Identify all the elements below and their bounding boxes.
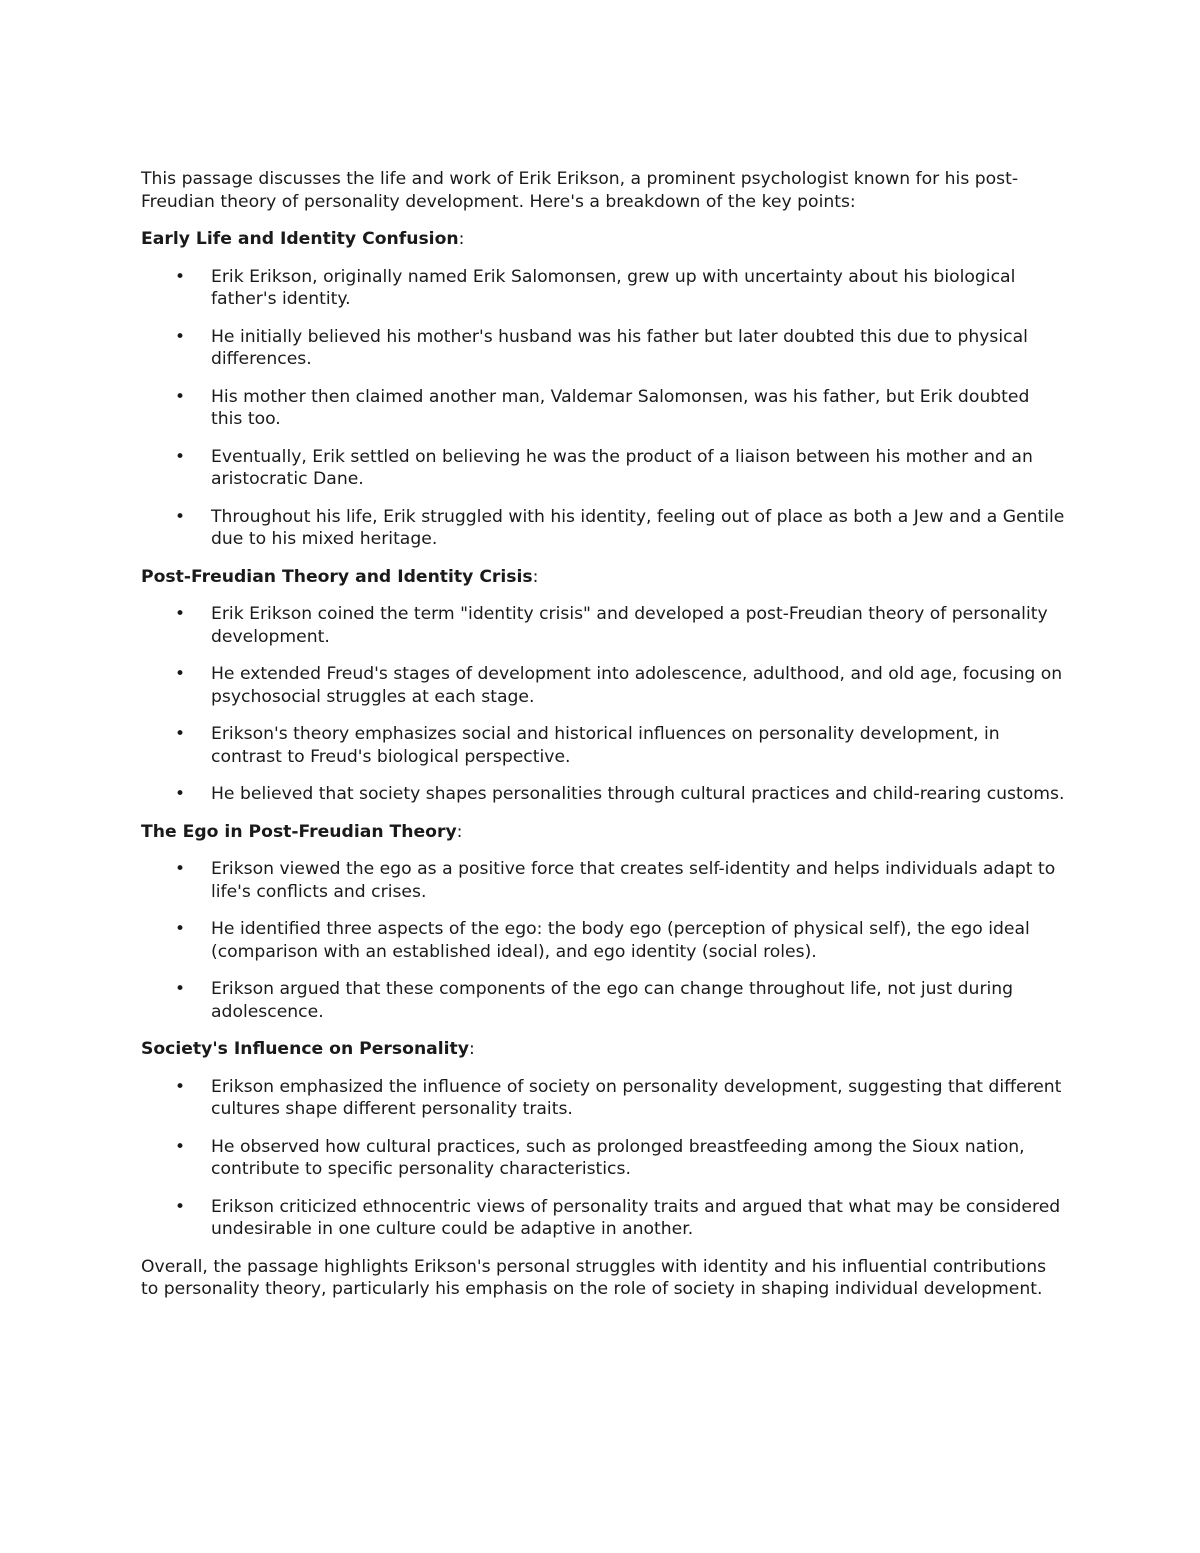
section-heading (141, 1038, 1066, 1061)
section-colon: : (458, 229, 465, 249)
intro-paragraph: This passage discusses the life and work of Erik Erikson, a prominent psychologist known for his post-Freudian theory of personality development. Here's a breakdown of the key points: (141, 169, 1019, 212)
bullet-list (141, 266, 1066, 551)
section-colon: : (456, 821, 463, 842)
section-title: The Ego in Post-Freudian Theory (141, 821, 457, 842)
section-post-freudian-theory (141, 566, 1066, 806)
section-title: Post-Freudian Theory and Identity Crisis (141, 566, 533, 587)
bullet-icon: • (175, 326, 186, 347)
section-society-influence (141, 1038, 1066, 1241)
section-early-life (141, 228, 1066, 551)
list-item (141, 1136, 1066, 1181)
section-colon: : (532, 566, 539, 587)
bullet-icon: • (175, 784, 186, 804)
list-item (141, 506, 1066, 551)
list-item-text: He identified three aspects of the ego: the body ego (perception of physical self), the ego ideal (comparison with an established ideal), and ego identity (social roles). (211, 919, 1030, 962)
list-item (141, 1076, 1066, 1121)
list-item (141, 326, 1066, 371)
list-item-text: Erikson argued that these components of the ego can change throughout life, not just during adolescence. (211, 979, 1014, 1022)
bullet-icon: • (175, 1196, 186, 1217)
list-item-text: Erik Erikson coined the term "identity crisis" and developed a post-Freudian theory of personality development. (211, 604, 1048, 647)
list-item (141, 603, 1066, 648)
bullet-icon: • (175, 386, 186, 407)
bullet-list (141, 1076, 1066, 1241)
section-ego-theory (141, 821, 1066, 1024)
section-title: Society's Influence on Personality (141, 1039, 469, 1059)
list-item (141, 386, 1066, 431)
bullet-icon: • (175, 1076, 186, 1097)
bullet-icon: • (175, 859, 186, 879)
list-item-text: He observed how cultural practices, such as prolonged breastfeeding among the Sioux nation, contribute to specific personality characteristics. (211, 1136, 1025, 1179)
document-body (141, 168, 1066, 1301)
bullet-icon: • (175, 604, 186, 624)
list-item (141, 446, 1066, 491)
list-item (141, 918, 1066, 963)
list-item-text: Erikson's theory emphasizes social and historical influences on personality development, in contrast to Freud's biological perspective. (211, 724, 1000, 767)
bullet-icon: • (175, 724, 186, 744)
list-item-text: He initially believed his mother's husband was his father but later doubted this due to physical differences. (211, 326, 1028, 369)
list-item (141, 783, 1066, 806)
list-item-text: His mother then claimed another man, Valdemar Salomonsen, was his father, but Erik doubted this too. (211, 386, 1030, 429)
list-item (141, 978, 1066, 1023)
bullet-icon: • (175, 919, 186, 939)
list-item (141, 663, 1066, 708)
bullet-icon: • (175, 979, 186, 999)
list-item-text: He believed that society shapes personalities through cultural practices and child-rearing customs. (211, 784, 1065, 804)
list-item-text: Erikson viewed the ego as a positive force that creates self-identity and helps individuals adapt to life's conflicts and crises. (211, 859, 1056, 902)
section-heading (141, 821, 1066, 844)
list-item-text: Erikson criticized ethnocentric views of personality traits and argued that what may be considered undesirable in one culture could be adaptive in another. (211, 1196, 1061, 1239)
list-item-text: He extended Freud's stages of development into adolescence, adulthood, and old age, focusing on psychosocial struggles at each stage. (211, 664, 1063, 707)
bullet-icon: • (175, 1136, 186, 1157)
list-item (141, 1196, 1066, 1241)
list-item (141, 723, 1066, 768)
bullet-icon: • (175, 446, 186, 467)
bullet-list (141, 858, 1066, 1023)
list-item-text: Erik Erikson, originally named Erik Salomonsen, grew up with uncertainty about his biological father's identity. (211, 266, 1016, 309)
bullet-list (141, 603, 1066, 806)
section-heading (141, 566, 1066, 589)
list-item-text: Throughout his life, Erik struggled with his identity, feeling out of place as both a Jew and a Gentile due to his mixed heritage. (211, 506, 1065, 549)
list-item (141, 266, 1066, 311)
conclusion-paragraph: Overall, the passage highlights Erikson's personal struggles with identity and his influential contributions to personality theory, particularly his emphasis on the role of society in shaping individual development. (141, 1256, 1047, 1299)
section-heading (141, 228, 1066, 251)
bullet-icon: • (175, 664, 186, 684)
bullet-icon: • (175, 506, 186, 527)
list-item-text: Eventually, Erik settled on believing he was the product of a liaison between his mother and an aristocratic Dane. (211, 446, 1033, 489)
list-item-text: Erikson emphasized the influence of society on personality development, suggesting that different cultures shape different personality traits. (211, 1076, 1062, 1119)
bullet-icon: • (175, 266, 186, 287)
section-colon: : (468, 1039, 475, 1059)
section-title: Early Life and Identity Confusion (141, 229, 459, 249)
list-item (141, 858, 1066, 903)
